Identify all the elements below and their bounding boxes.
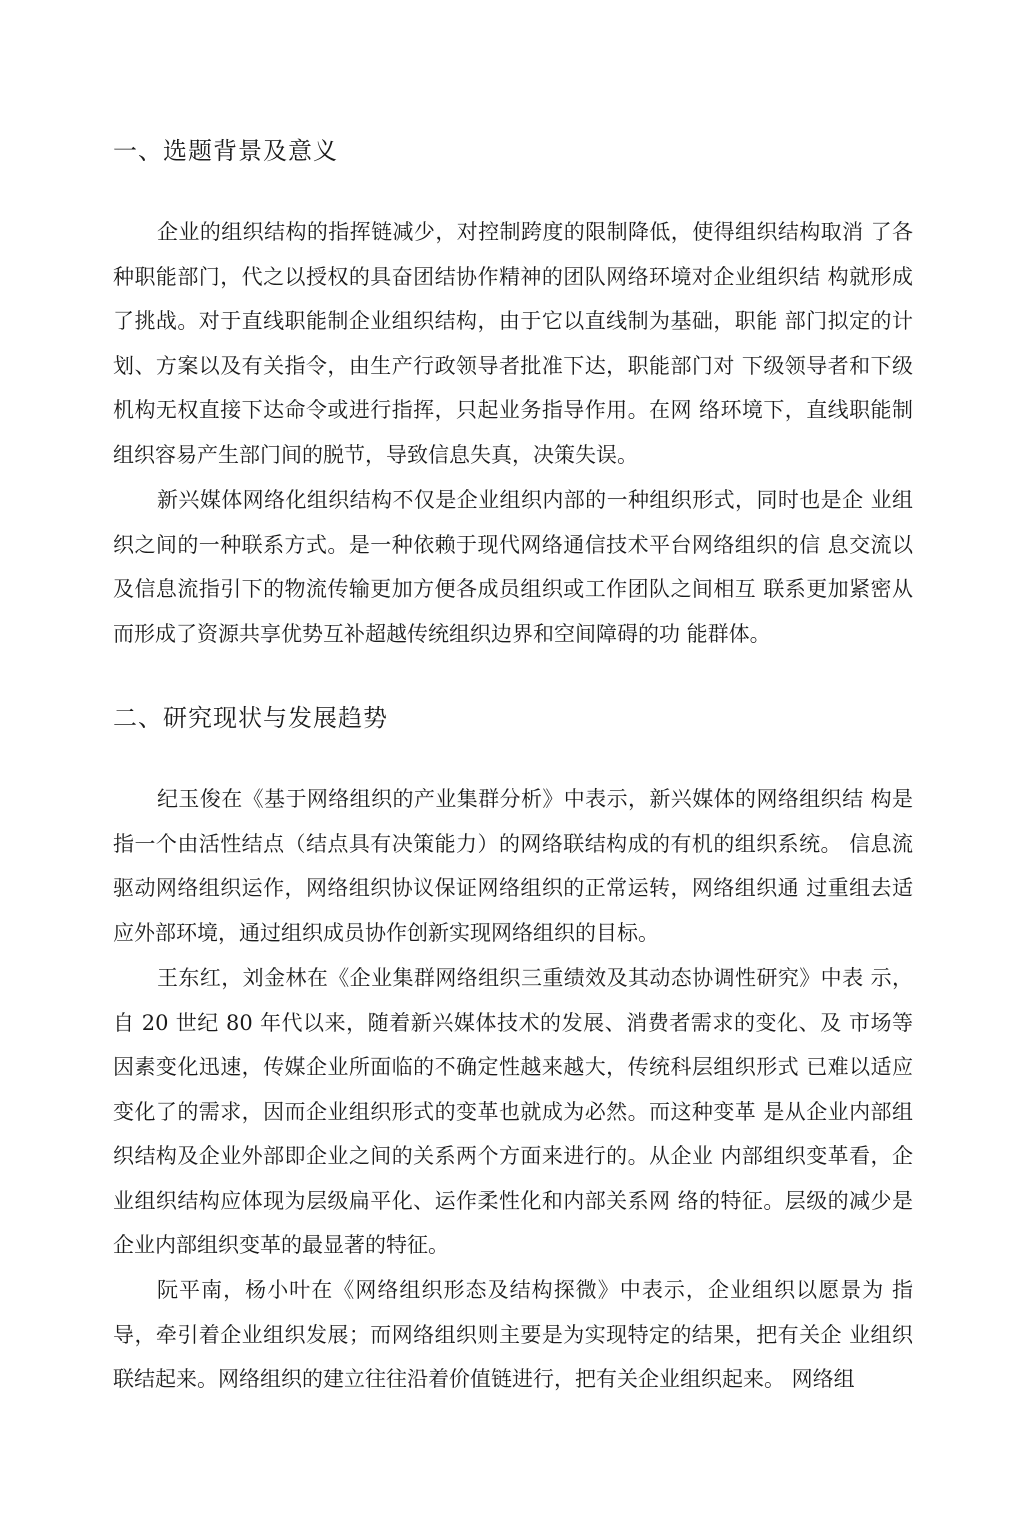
paragraph-wang-donghong: 王东红，刘金林在《企业集群网络组织三重绩效及其动态协调性研究》中表 示，自 20 世纪 80 年代以来，随着新兴媒体技术的发展、消费者需求的变化、及 市场等因素变化迅速，传媒企业所面临的不确定性越来越大，传统科层组织形式 已难以适应变化了的需求，因而企业组织形式的变革也就成为必然。而这种变革 是从企业内部组织结构及企业外部即企业之间的关系两个方面来进行的。从企业 内部组织变革看，企业组织结构应体现为层级扁平化、运作柔性化和内部关系网 络的特征。层级的减少是企业内部组织变革的最显著的特征。 (113, 966, 914, 1257)
paragraph-org-structure: 企业的组织结构的指挥链减少，对控制跨度的限制降低，使得组织结构取消 了各种职能部门，代之以授权的具奋团结协作精神的团队网络环境对企业组织结 构就形成了挑战。对于直线职能制企业组织结构，由于它以直线制为基础，职能 部门拟定的计划、方案以及有关指令，由生产行政领导者批准下达，职能部门对 下级领导者和下级机构无权直接下达命令或进行指挥，只起业务指导作用。在网 络环境下，直线职能制组织容易产生部门间的脱节，导致信息失真，决策失误。 (113, 220, 913, 467)
paragraph-ruan-pingnan: 阮平南，杨小叶在《网络组织形态及结构探微》中表示，企业组织以愿景为 指导，牵引着企业组织发展；而网络组织则主要是为实现特定的结果，把有关企 业组织联结起来。网络组织的建立往往沿着价值链进行，把有关企业组织起来。 网络组 (113, 1278, 914, 1391)
section-heading-research-status: 二、研究现状与发展趋势 (113, 704, 388, 732)
paragraph-network-structure: 新兴媒体网络化组织结构不仅是企业组织内部的一种组织形式，同时也是企 业组织之间的一种联系方式。是一种依赖于现代网络通信技术平台网络组织的信 息交流以及信息流指引下的物流传输更加方便各成员组织或工作团队之间相互 联系更加紧密从而形成了资源共享优势互补超越传统组织边界和空间障碍的功 能群体。 (113, 488, 913, 646)
section-heading-background: 一、选题背景及意义 (113, 137, 338, 165)
paragraph-ji-yujun: 纪玉俊在《基于网络组织的产业集群分析》中表示，新兴媒体的网络组织结 构是指一个由活性结点（结点具有决策能力）的网络联结构成的有机的组织系统。 信息流驱动网络组织运作，网络组织协议保证网络组织的正常运转，网络组织通 过重组去适应外部环境，通过组织成员协作创新实现网络组织的目标。 (113, 787, 914, 945)
